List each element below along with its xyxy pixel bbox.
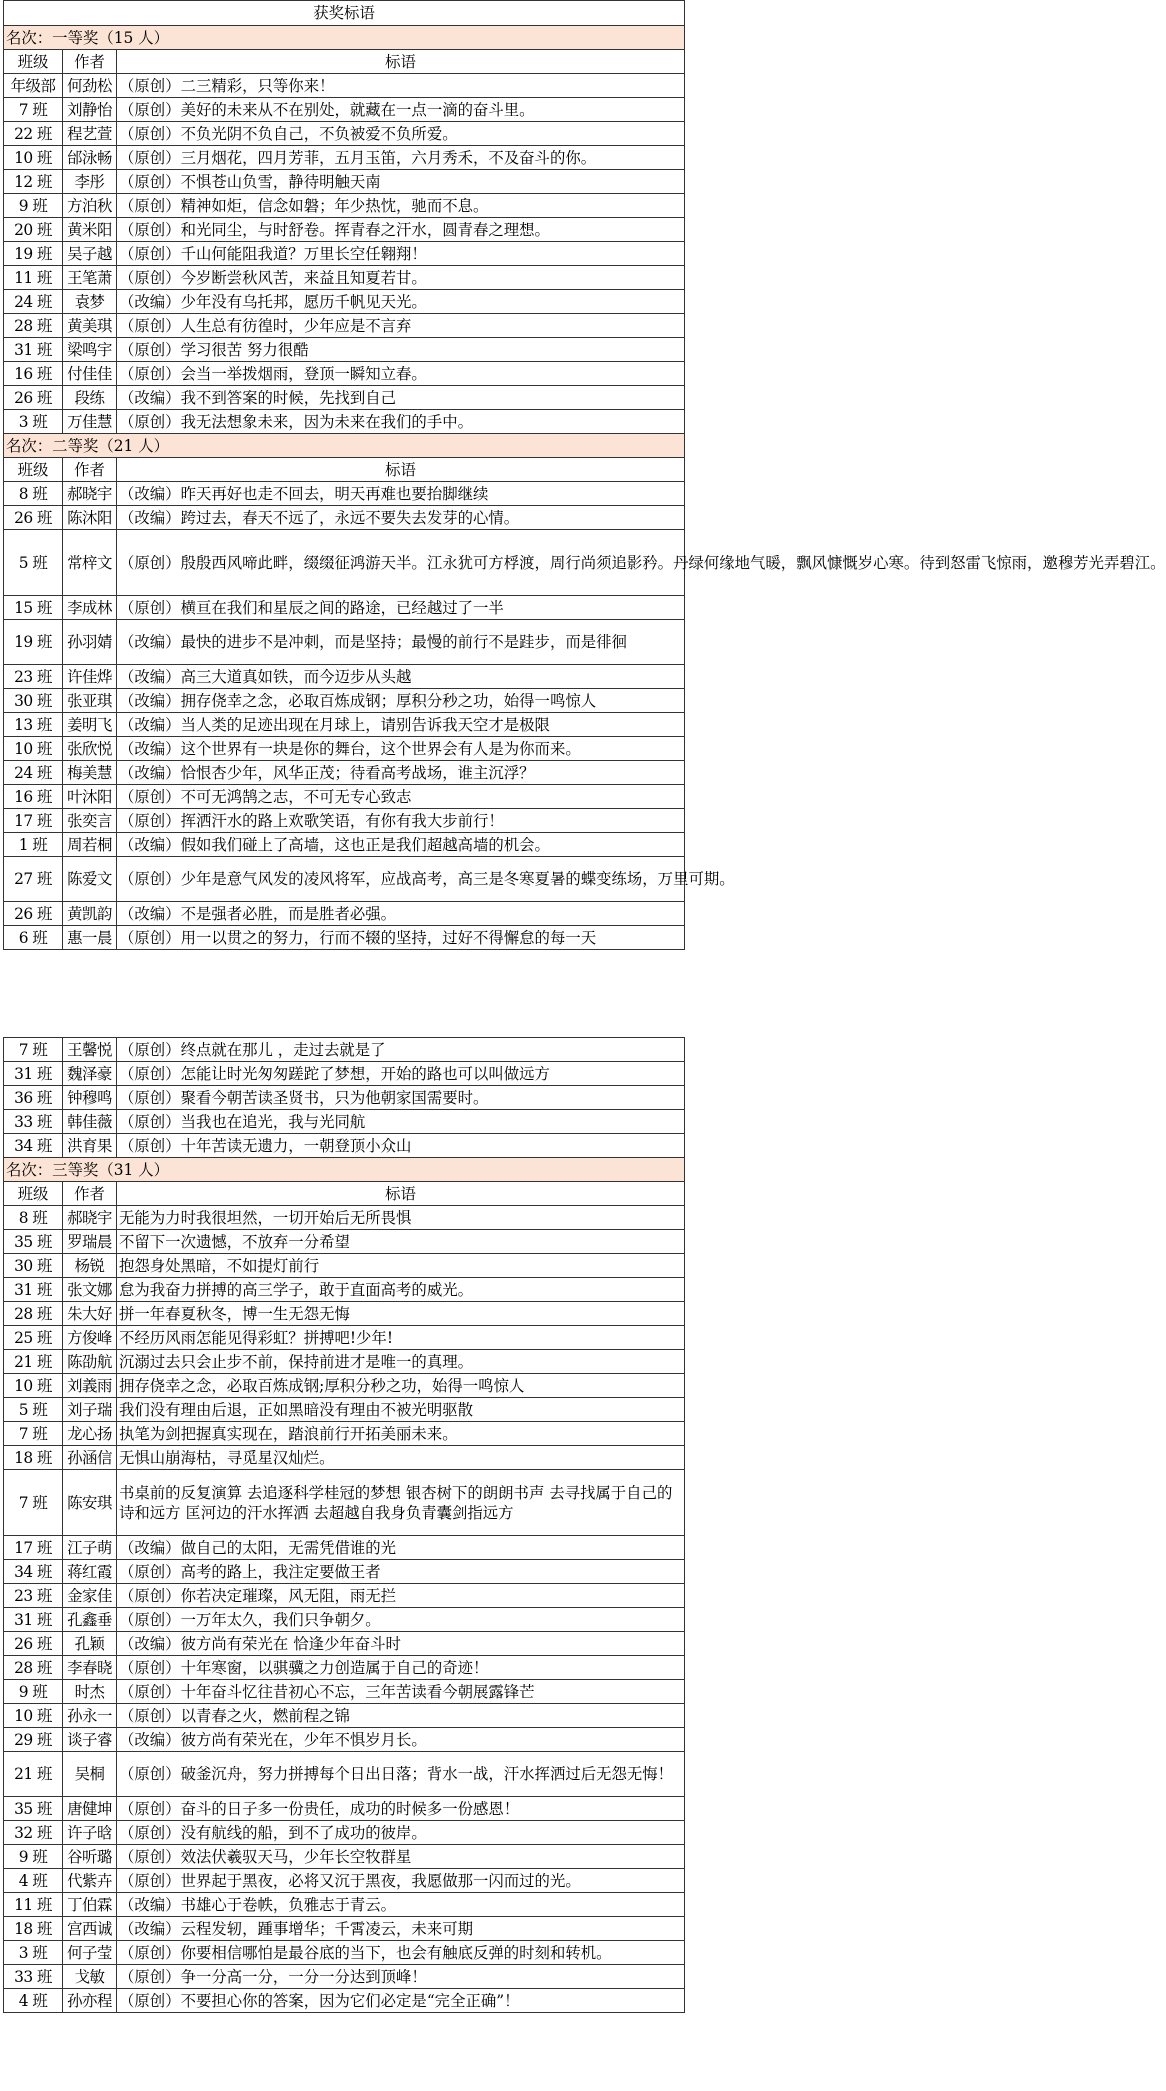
slogan-cell: （原创）十年苦读无遗力，一朝登顶小众山 xyxy=(117,1134,685,1158)
class-cell: 20 班 xyxy=(4,218,63,242)
slogan-cell: 拼一年春夏秋冬，博一生无怨无悔 xyxy=(117,1302,685,1326)
class-cell: 3 班 xyxy=(4,1941,63,1965)
slogan-cell: （原创）你要相信哪怕是最谷底的当下，也会有触底反弹的时刻和转机。 xyxy=(117,1941,685,1965)
class-cell: 9 班 xyxy=(4,194,63,218)
column-header-author: 作者 xyxy=(63,458,117,482)
slogan-cell: （原创）效法伏羲驭天马，少年长空牧群星 xyxy=(117,1845,685,1869)
author-cell: 王笔萧 xyxy=(63,266,117,290)
class-cell: 30 班 xyxy=(4,689,63,713)
first-prize-heading: 名次：一等奖（15 人） xyxy=(4,26,685,50)
class-cell: 35 班 xyxy=(4,1797,63,1821)
class-cell: 年级部 xyxy=(4,74,63,98)
class-cell: 28 班 xyxy=(4,1656,63,1680)
slogan-cell: （原创）不要担心你的答案，因为它们必定是“完全正确”！ xyxy=(117,1989,685,2013)
slogan-cell: 不经历风雨怎能见得彩虹？拼搏吧!少年! xyxy=(117,1326,685,1350)
class-cell: 28 班 xyxy=(4,314,63,338)
class-cell: 24 班 xyxy=(4,761,63,785)
class-cell: 15 班 xyxy=(4,596,63,620)
author-cell: 孙涵信 xyxy=(63,1446,117,1470)
class-cell: 31 班 xyxy=(4,1278,63,1302)
class-cell: 7 班 xyxy=(4,1470,63,1536)
class-cell: 16 班 xyxy=(4,362,63,386)
table-row xyxy=(4,833,685,857)
table-row xyxy=(4,596,685,620)
author-cell: 魏泽豪 xyxy=(63,1062,117,1086)
author-cell: 吴桐 xyxy=(63,1752,117,1797)
author-cell: 江子萌 xyxy=(63,1536,117,1560)
table-row xyxy=(4,506,685,530)
table-row xyxy=(4,290,685,314)
slogan-cell: （原创）人生总有彷徨时，少年应是不言弃 xyxy=(117,314,685,338)
author-cell: 罗瑞晨 xyxy=(63,1230,117,1254)
class-cell: 26 班 xyxy=(4,1632,63,1656)
column-header-author: 作者 xyxy=(63,50,117,74)
slogan-cell: （改编）恰恨杏少年，风华正茂；待看高考战场，谁主沉浮？ xyxy=(117,761,685,785)
class-cell: 29 班 xyxy=(4,1728,63,1752)
author-cell: 戈敏 xyxy=(63,1965,117,1989)
slogan-cell: （改编）假如我们碰上了高墙，这也正是我们超越高墙的机会。 xyxy=(117,833,685,857)
class-cell: 10 班 xyxy=(4,146,63,170)
slogan-cell: 执笔为剑把握真实现在，踏浪前行开拓美丽未来。 xyxy=(117,1422,685,1446)
slogan-cell: （原创）和光同尘，与时舒卷。挥青春之汗水，圆青春之理想。 xyxy=(117,218,685,242)
slogan-cell: （原创）十年寒窗，以骐骥之力创造属于自己的奇迹！ xyxy=(117,1656,685,1680)
slogan-cell: （改编）少年没有乌托邦，愿历千帆见天光。 xyxy=(117,290,685,314)
table-row xyxy=(4,98,685,122)
table-row xyxy=(4,1608,685,1632)
author-cell: 陈安琪 xyxy=(63,1470,117,1536)
author-cell: 李成林 xyxy=(63,596,117,620)
table-row xyxy=(4,1752,685,1797)
slogan-cell: （原创）美好的未来从不在别处，就藏在一点一滴的奋斗里。 xyxy=(117,98,685,122)
author-cell: 孙羽婧 xyxy=(63,620,117,665)
author-cell: 杨锐 xyxy=(63,1254,117,1278)
slogan-cell: （原创）不负光阴不负自己，不负被爱不负所爱。 xyxy=(117,122,685,146)
author-cell: 方泊秋 xyxy=(63,194,117,218)
class-cell: 31 班 xyxy=(4,1062,63,1086)
author-cell: 惠一晨 xyxy=(63,926,117,950)
slogan-cell: 我们没有理由后退，正如黑暗没有理由不被光明驱散 xyxy=(117,1398,685,1422)
class-cell: 35 班 xyxy=(4,1230,63,1254)
author-cell: 宫西诚 xyxy=(63,1917,117,1941)
table-row xyxy=(4,1374,685,1398)
table-row xyxy=(4,74,685,98)
slogan-cell: （原创）挥洒汗水的路上欢歌笑语，有你有我大步前行！ xyxy=(117,809,685,833)
slogan-cell: （原创）横亘在我们和星辰之间的路途，已经越过了一半 xyxy=(117,596,685,620)
table-row xyxy=(4,1728,685,1752)
slogan-cell: （改编）彼方尚有荣光在，少年不惧岁月长。 xyxy=(117,1728,685,1752)
slogan-cell: （改编）最快的进步不是冲刺，而是坚持；最慢的前行不是跬步，而是徘徊 xyxy=(117,620,685,665)
class-cell: 7 班 xyxy=(4,1422,63,1446)
table-row xyxy=(4,1302,685,1326)
class-cell: 33 班 xyxy=(4,1110,63,1134)
table-row xyxy=(4,1893,685,1917)
slogan-cell: （原创）三月烟花，四月芳菲，五月玉笛，六月秀禾，不及奋斗的你。 xyxy=(117,146,685,170)
author-cell: 孙永一 xyxy=(63,1704,117,1728)
class-cell: 11 班 xyxy=(4,1893,63,1917)
slogan-cell: （原创）终点就在那儿 ，走过去就是了 xyxy=(117,1038,685,1062)
class-cell: 22 班 xyxy=(4,122,63,146)
class-cell: 16 班 xyxy=(4,785,63,809)
table-row xyxy=(4,1134,685,1158)
author-cell: 许佳烨 xyxy=(63,665,117,689)
table-row xyxy=(4,338,685,362)
author-cell: 孔颖 xyxy=(63,1632,117,1656)
slogan-cell: （原创）世界起于黑夜，必将又沉于黑夜，我愿做那一闪而过的光。 xyxy=(117,1869,685,1893)
table-row xyxy=(4,1704,685,1728)
slogan-cell: （原创）聚看今朝苦读圣贤书，只为他朝家国需要时。 xyxy=(117,1086,685,1110)
slogan-cell: （原创）殷殷西风啼此畔，缀缀征鸿游天半。江永犹可方桴渡，周行尚须追影矜。丹绿何缘地气暖，飘风慷慨岁心寒。待到怒雷飞惊雨，邀穆芳光弄碧江。 xyxy=(117,530,685,596)
author-cell: 刘子瑞 xyxy=(63,1398,117,1422)
awards-table-part-1 xyxy=(3,0,1166,950)
author-cell: 何子莹 xyxy=(63,1941,117,1965)
table-row xyxy=(4,314,685,338)
class-cell: 4 班 xyxy=(4,1989,63,2013)
slogan-cell: （改编）高三大道真如铁，而今迈步从头越 xyxy=(117,665,685,689)
table-row xyxy=(4,1446,685,1470)
author-cell: 代紫卉 xyxy=(63,1869,117,1893)
slogan-cell: （原创）少年是意气风发的凌风将军，应战高考，高三是冬寒夏暑的蝶变练场，万里可期。 xyxy=(117,857,685,902)
table-row xyxy=(4,1941,685,1965)
class-cell: 25 班 xyxy=(4,1326,63,1350)
class-cell: 30 班 xyxy=(4,1254,63,1278)
slogan-cell: （改编）云程发轫，踵事增华；千霄凌云，未来可期 xyxy=(117,1917,685,1941)
slogan-cell: （原创）奋斗的日子多一份贵任，成功的时候多一份感恩！ xyxy=(117,1797,685,1821)
class-cell: 19 班 xyxy=(4,620,63,665)
author-cell: 周若桐 xyxy=(63,833,117,857)
author-cell: 叶沐阳 xyxy=(63,785,117,809)
table-row xyxy=(4,1110,685,1134)
class-cell: 24 班 xyxy=(4,290,63,314)
slogan-cell: （改编）这个世界有一块是你的舞台，这个世界会有人是为你而来。 xyxy=(117,737,685,761)
author-cell: 李彤 xyxy=(63,170,117,194)
table-row xyxy=(4,170,685,194)
table-row xyxy=(4,1821,685,1845)
author-cell: 付佳佳 xyxy=(63,362,117,386)
slogan-cell: （原创）不可无鸿鹄之志，不可无专心致志 xyxy=(117,785,685,809)
author-cell: 陈沐阳 xyxy=(63,506,117,530)
class-cell: 4 班 xyxy=(4,1869,63,1893)
slogan-cell: （原创）会当一举拨烟雨，登顶一瞬知立春。 xyxy=(117,362,685,386)
author-cell: 朱大好 xyxy=(63,1302,117,1326)
class-cell: 3 班 xyxy=(4,410,63,434)
slogan-cell: （改编）不是强者必胜，而是胜者必强。 xyxy=(117,902,685,926)
author-cell: 程艺萱 xyxy=(63,122,117,146)
author-cell: 张奕言 xyxy=(63,809,117,833)
table-row xyxy=(4,1536,685,1560)
author-cell: 孙亦程 xyxy=(63,1989,117,2013)
slogan-cell: 抱怨身处黑暗，不如提灯前行 xyxy=(117,1254,685,1278)
page-title: 获奖标语 xyxy=(4,1,685,26)
author-cell: 韩佳薇 xyxy=(63,1110,117,1134)
table-row xyxy=(4,1656,685,1680)
class-cell: 8 班 xyxy=(4,482,63,506)
slogan-cell: （原创）十年奋斗忆往昔初心不忘，三年苦读看今朝展露锋芒 xyxy=(117,1680,685,1704)
slogan-cell: （改编）跨过去，春天不远了，永远不要失去发芽的心情。 xyxy=(117,506,685,530)
author-cell: 梁鸣宇 xyxy=(63,338,117,362)
class-cell: 19 班 xyxy=(4,242,63,266)
slogan-cell: 无能为力时我很坦然，一切开始后无所畏惧 xyxy=(117,1206,685,1230)
column-header-slogan: 标语 xyxy=(117,50,685,74)
table-row xyxy=(4,1206,685,1230)
slogan-cell: （改编）书雄心于卷帙，负雅志于青云。 xyxy=(117,1893,685,1917)
author-cell: 金家佳 xyxy=(63,1584,117,1608)
class-cell: 13 班 xyxy=(4,713,63,737)
table-row xyxy=(4,1560,685,1584)
class-cell: 7 班 xyxy=(4,1038,63,1062)
table-row xyxy=(4,482,685,506)
class-cell: 6 班 xyxy=(4,926,63,950)
class-cell: 18 班 xyxy=(4,1917,63,1941)
author-cell: 王馨悦 xyxy=(63,1038,117,1062)
slogan-cell: （原创）一万年太久，我们只争朝夕。 xyxy=(117,1608,685,1632)
second-prize-heading: 名次：二等奖（21 人） xyxy=(4,434,685,458)
table-row xyxy=(4,194,685,218)
table-row xyxy=(4,530,685,596)
class-cell: 33 班 xyxy=(4,1965,63,1989)
table-row xyxy=(4,146,685,170)
class-cell: 31 班 xyxy=(4,338,63,362)
class-cell: 10 班 xyxy=(4,1704,63,1728)
slogan-cell: （原创）今岁断尝秋风苦，来益且知夏若甘。 xyxy=(117,266,685,290)
slogan-cell: （原创）怎能让时光匆匆蹉跎了梦想，开始的路也可以叫做远方 xyxy=(117,1062,685,1086)
table-row xyxy=(4,857,685,902)
column-header-author: 作者 xyxy=(63,1182,117,1206)
class-cell: 10 班 xyxy=(4,737,63,761)
table-row xyxy=(4,410,685,434)
table-row xyxy=(4,1584,685,1608)
class-cell: 31 班 xyxy=(4,1608,63,1632)
author-cell: 姜明飞 xyxy=(63,713,117,737)
slogan-cell: （原创）千山何能阻我道？万里长空任翱翔！ xyxy=(117,242,685,266)
class-cell: 27 班 xyxy=(4,857,63,902)
author-cell: 张亚琪 xyxy=(63,689,117,713)
table-row xyxy=(4,1917,685,1941)
slogan-cell: 无惧山崩海枯，寻觅星汉灿烂。 xyxy=(117,1446,685,1470)
table-row xyxy=(4,620,685,665)
author-cell: 段练 xyxy=(63,386,117,410)
slogan-cell: （原创）以青春之火，燃前程之锦 xyxy=(117,1704,685,1728)
author-cell: 邰泳畅 xyxy=(63,146,117,170)
class-cell: 5 班 xyxy=(4,1398,63,1422)
slogan-cell: （原创）不惧苍山负雪，静待明触天南 xyxy=(117,170,685,194)
class-cell: 36 班 xyxy=(4,1086,63,1110)
table-row xyxy=(4,809,685,833)
class-cell: 11 班 xyxy=(4,266,63,290)
third-prize-heading: 名次：三等奖（31 人） xyxy=(4,1158,685,1182)
author-cell: 陈劭航 xyxy=(63,1350,117,1374)
table-row xyxy=(4,242,685,266)
author-cell: 郝晓宇 xyxy=(63,1206,117,1230)
table-row xyxy=(4,1350,685,1374)
table-row xyxy=(4,1470,685,1536)
class-cell: 17 班 xyxy=(4,1536,63,1560)
slogan-cell: （原创）破釜沉舟，努力拼搏每个日出日落；背水一战，汗水挥洒过后无怨无悔！ xyxy=(117,1752,685,1797)
class-cell: 9 班 xyxy=(4,1845,63,1869)
slogan-cell: （原创）争一分高一分，一分一分达到顶峰！ xyxy=(117,1965,685,1989)
table-row xyxy=(4,1989,685,2013)
table-row xyxy=(4,266,685,290)
column-header-class: 班级 xyxy=(4,1182,63,1206)
slogan-cell: （改编）彼方尚有荣光在 恰逢少年奋斗时 xyxy=(117,1632,685,1656)
author-cell: 蒋红霞 xyxy=(63,1560,117,1584)
author-cell: 何劲松 xyxy=(63,74,117,98)
column-header-slogan: 标语 xyxy=(117,1182,685,1206)
class-cell: 21 班 xyxy=(4,1350,63,1374)
slogan-cell: （改编）拥存侥幸之念，必取百炼成钢；厚积分秒之功，始得一鸣惊人 xyxy=(117,689,685,713)
slogan-cell: 沉溺过去只会止步不前，保持前进才是唯一的真理。 xyxy=(117,1350,685,1374)
author-cell: 万佳慧 xyxy=(63,410,117,434)
author-cell: 刘義雨 xyxy=(63,1374,117,1398)
author-cell: 张文娜 xyxy=(63,1278,117,1302)
table-row xyxy=(4,713,685,737)
author-cell: 常梓文 xyxy=(63,530,117,596)
table-row xyxy=(4,1230,685,1254)
table-row xyxy=(4,1278,685,1302)
author-cell: 李春晓 xyxy=(63,1656,117,1680)
class-cell: 34 班 xyxy=(4,1134,63,1158)
class-cell: 34 班 xyxy=(4,1560,63,1584)
slogan-cell: （原创）当我也在追光，我与光同航 xyxy=(117,1110,685,1134)
table-row xyxy=(4,362,685,386)
slogan-cell: 怠为我奋力拼搏的高三学子，敢于直面高考的威光。 xyxy=(117,1278,685,1302)
author-cell: 梅美慧 xyxy=(63,761,117,785)
class-cell: 9 班 xyxy=(4,1680,63,1704)
class-cell: 32 班 xyxy=(4,1821,63,1845)
class-cell: 17 班 xyxy=(4,809,63,833)
slogan-cell: （原创）我无法想象未来，因为未来在我们的手中。 xyxy=(117,410,685,434)
slogan-cell: 不留下一次遗憾，不放弃一分希望 xyxy=(117,1230,685,1254)
table-row xyxy=(4,1845,685,1869)
table-row xyxy=(4,1038,685,1062)
class-cell: 26 班 xyxy=(4,902,63,926)
class-cell: 1 班 xyxy=(4,833,63,857)
author-cell: 龙心扬 xyxy=(63,1422,117,1446)
class-cell: 28 班 xyxy=(4,1302,63,1326)
awards-table-part-2 xyxy=(3,1037,685,2013)
slogan-cell: （原创）你若决定璀璨，风无阻，雨无拦 xyxy=(117,1584,685,1608)
class-cell: 18 班 xyxy=(4,1446,63,1470)
table-row xyxy=(4,761,685,785)
author-cell: 钟穆鸣 xyxy=(63,1086,117,1110)
author-cell: 谷听璐 xyxy=(63,1845,117,1869)
table-row xyxy=(4,1422,685,1446)
table-row xyxy=(4,1254,685,1278)
table-row xyxy=(4,1632,685,1656)
class-cell: 7 班 xyxy=(4,98,63,122)
table-row xyxy=(4,386,685,410)
table-row xyxy=(4,785,685,809)
column-header-class: 班级 xyxy=(4,458,63,482)
author-cell: 袁梦 xyxy=(63,290,117,314)
author-cell: 吴子越 xyxy=(63,242,117,266)
table-row xyxy=(4,122,685,146)
class-cell: 23 班 xyxy=(4,1584,63,1608)
class-cell: 12 班 xyxy=(4,170,63,194)
author-cell: 唐健坤 xyxy=(63,1797,117,1821)
table-row xyxy=(4,1680,685,1704)
table-row xyxy=(4,737,685,761)
author-cell: 洪育果 xyxy=(63,1134,117,1158)
class-cell: 21 班 xyxy=(4,1752,63,1797)
table-row xyxy=(4,1965,685,1989)
table-row xyxy=(4,1086,685,1110)
class-cell: 26 班 xyxy=(4,386,63,410)
column-header-slogan: 标语 xyxy=(117,458,685,482)
slogan-cell: （原创）没有航线的船，到不了成功的彼岸。 xyxy=(117,1821,685,1845)
table-row xyxy=(4,1869,685,1893)
table-row xyxy=(4,902,685,926)
slogan-cell: （改编）当人类的足迹出现在月球上，请别告诉我天空才是极限 xyxy=(117,713,685,737)
slogan-cell: （原创）用一以贯之的努力，行而不辍的坚持，过好不得懈怠的每一天 xyxy=(117,926,685,950)
class-cell: 26 班 xyxy=(4,506,63,530)
author-cell: 方俊峰 xyxy=(63,1326,117,1350)
slogan-cell: （原创）精神如炬，信念如磐；年少热忱，驰而不息。 xyxy=(117,194,685,218)
author-cell: 张欣悦 xyxy=(63,737,117,761)
slogan-cell: （原创）学习很苦 努力很酷 xyxy=(117,338,685,362)
slogan-cell: （原创）高考的路上，我注定要做王者 xyxy=(117,1560,685,1584)
table-row xyxy=(4,926,685,950)
author-cell: 丁伯霖 xyxy=(63,1893,117,1917)
slogan-cell: （原创）二三精彩，只等你来！ xyxy=(117,74,685,98)
author-cell: 黄美琪 xyxy=(63,314,117,338)
table-row xyxy=(4,1326,685,1350)
author-cell: 陈爱文 xyxy=(63,857,117,902)
table-row xyxy=(4,1797,685,1821)
class-cell: 23 班 xyxy=(4,665,63,689)
table-row xyxy=(4,218,685,242)
table-row xyxy=(4,665,685,689)
author-cell: 黄米阳 xyxy=(63,218,117,242)
author-cell: 孔鑫垂 xyxy=(63,1608,117,1632)
author-cell: 许子晗 xyxy=(63,1821,117,1845)
slogan-cell: （改编）我不到答案的时候，先找到自己 xyxy=(117,386,685,410)
class-cell: 8 班 xyxy=(4,1206,63,1230)
slogan-cell: （改编）做自己的太阳，无需凭借谁的光 xyxy=(117,1536,685,1560)
slogan-cell: 拥存侥幸之念，必取百炼成钢;厚积分秒之功，始得一鸣惊人 xyxy=(117,1374,685,1398)
table-row xyxy=(4,1062,685,1086)
author-cell: 刘静怡 xyxy=(63,98,117,122)
author-cell: 时杰 xyxy=(63,1680,117,1704)
column-header-class: 班级 xyxy=(4,50,63,74)
author-cell: 郝晓宇 xyxy=(63,482,117,506)
slogan-cell: （改编）昨天再好也走不回去，明天再难也要抬脚继续 xyxy=(117,482,685,506)
author-cell: 黄凯韵 xyxy=(63,902,117,926)
class-cell: 5 班 xyxy=(4,530,63,596)
author-cell: 谈子睿 xyxy=(63,1728,117,1752)
table-row xyxy=(4,1398,685,1422)
table-row xyxy=(4,689,685,713)
slogan-cell: 书桌前的反复演算 去追逐科学桂冠的梦想 银杏树下的朗朗书声 去寻找属于自己的诗和远方 匡河边的汗水挥洒 去超越自我身负青囊剑指远方 xyxy=(117,1470,685,1536)
class-cell: 10 班 xyxy=(4,1374,63,1398)
